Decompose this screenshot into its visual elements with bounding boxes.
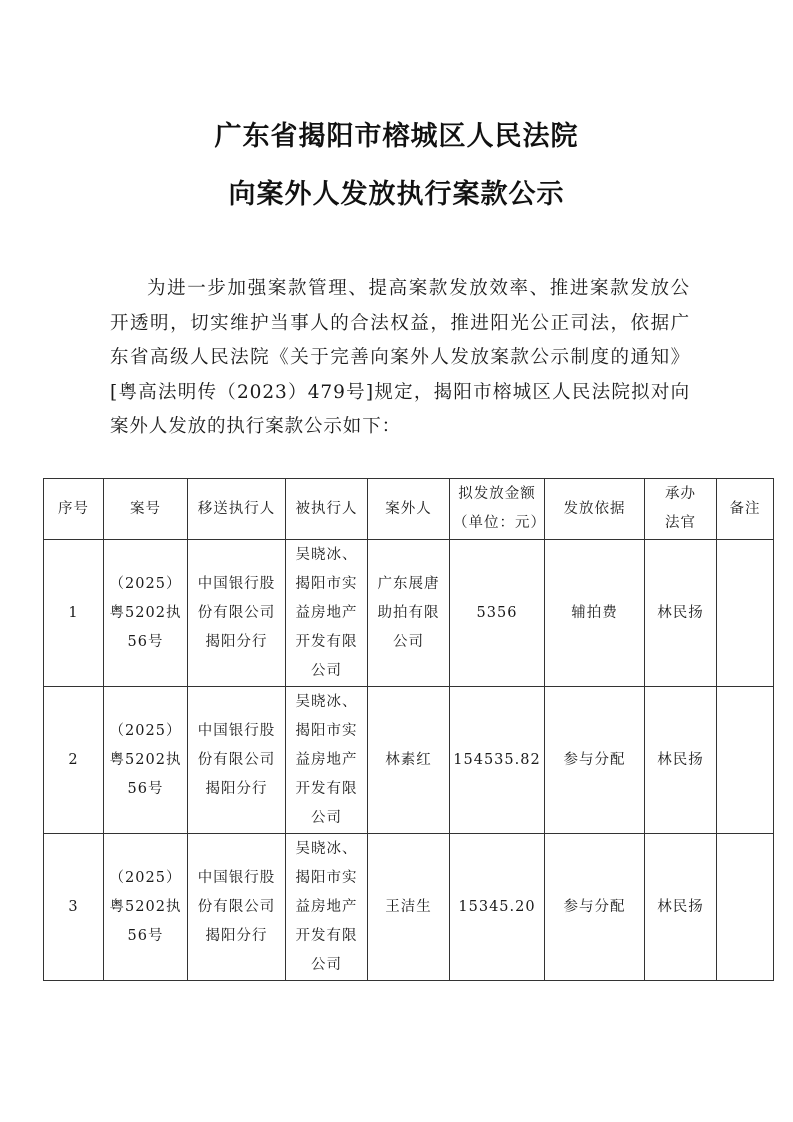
cell-case-no: （2025） 粤5202执 56号: [104, 540, 188, 687]
cell-remarks: [717, 687, 774, 834]
cell-judge: 林民扬: [645, 687, 717, 834]
disbursement-table: [43, 478, 774, 981]
cell-outsider: 广东展唐 助拍有限 公司: [368, 540, 450, 687]
cell-transfer-executor: 中国银行股 份有限公司 揭阳分行: [188, 834, 286, 981]
cell-seq: 3: [44, 834, 104, 981]
cell-basis: 参与分配: [545, 834, 645, 981]
cell-executed-party: 吴晓冰、 揭阳市实 益房地产 开发有限 公司: [286, 834, 368, 981]
header-basis: 发放依据: [545, 479, 645, 540]
intro-paragraph: 为进一步加强案款管理、提高案款发放效率、推进案款发放公开透明，切实维护当事人的合法权益，推进阳光公正司法，依据广东省高级人民法院《关于完善向案外人发放案款公示制度的通知》[粤高法明传（2023）479号]规定，揭阳市榕城区人民法院拟对向案外人发放的执行案款公示如下：: [110, 278, 690, 437]
document-title-court: 广东省揭阳市榕城区人民法院: [214, 121, 579, 152]
header-transfer-executor: 移送执行人: [188, 479, 286, 540]
cell-seq: 1: [44, 540, 104, 687]
header-seq: 序号: [44, 479, 104, 540]
cell-basis: 参与分配: [545, 687, 645, 834]
cell-remarks: [717, 540, 774, 687]
cell-transfer-executor: 中国银行股 份有限公司 揭阳分行: [188, 687, 286, 834]
header-amount: 拟发放金额 （单位：元）: [450, 479, 545, 540]
header-remarks: 备注: [717, 479, 774, 540]
document-title-notice: 向案外人发放执行案款公示: [228, 179, 565, 210]
cell-basis: 辅拍费: [545, 540, 645, 687]
cell-seq: 2: [44, 687, 104, 834]
header-outsider: 案外人: [368, 479, 450, 540]
table-row: [44, 687, 774, 834]
cell-case-no: （2025） 粤5202执 56号: [104, 834, 188, 981]
cell-amount: 15345.20: [450, 834, 545, 981]
cell-remarks: [717, 834, 774, 981]
table-header-row: [44, 479, 774, 540]
cell-amount: 5356: [450, 540, 545, 687]
header-executed-party: 被执行人: [286, 479, 368, 540]
header-judge: 承办 法官: [645, 479, 717, 540]
cell-executed-party: 吴晓冰、 揭阳市实 益房地产 开发有限 公司: [286, 540, 368, 687]
header-case-no: 案号: [104, 479, 188, 540]
cell-case-no: （2025） 粤5202执 56号: [104, 687, 188, 834]
cell-judge: 林民扬: [645, 540, 717, 687]
cell-amount: 154535.82: [450, 687, 545, 834]
cell-executed-party: 吴晓冰、 揭阳市实 益房地产 开发有限 公司: [286, 687, 368, 834]
cell-outsider: 林素红: [368, 687, 450, 834]
table-row: [44, 834, 774, 981]
cell-outsider: 王洁生: [368, 834, 450, 981]
cell-transfer-executor: 中国银行股 份有限公司 揭阳分行: [188, 540, 286, 687]
table-row: [44, 540, 774, 687]
cell-judge: 林民扬: [645, 834, 717, 981]
